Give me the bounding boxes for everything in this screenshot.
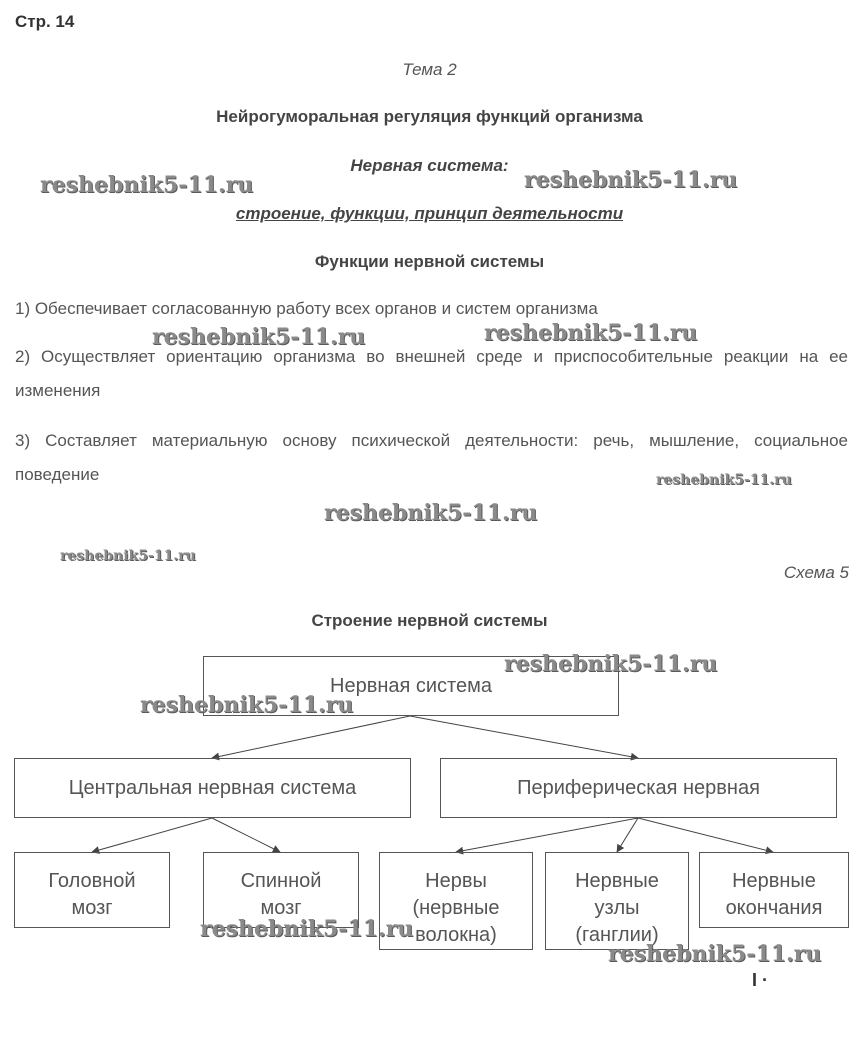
watermark: reshebnik5-11.ru — [656, 472, 792, 488]
box-nerves: Нервы (нервные волокна) — [379, 852, 533, 950]
watermark: reshebnik5-11.ru — [524, 167, 738, 193]
box-ganglia: Нервные узлы (ганглии) — [545, 852, 689, 950]
scheme-title: Строение нервной системы — [311, 611, 548, 630]
arrow-peripheral-to-endings — [638, 818, 773, 852]
function-item-2: 2) Осуществляет ориентацию организма во внешней среде и приспособительные реакции на ее изменения — [15, 347, 848, 400]
trailing-marks: I · — [752, 970, 768, 990]
function-item-1: 1) Обеспечивает согласованную работу всех органов и систем организма — [15, 299, 598, 318]
section-subtitle: строение, функции, принцип деятельности — [235, 204, 624, 223]
watermark: reshebnik5-11.ru — [40, 172, 254, 198]
box-central-nervous-system: Центральная нервная система — [14, 758, 411, 818]
watermark: reshebnik5-11.ru — [60, 548, 196, 564]
topic-label: Тема 2 — [402, 60, 457, 79]
arrow-central-to-brain — [92, 818, 212, 852]
page-title: Нейрогуморальная регуляция функций организма — [216, 107, 643, 126]
watermark: reshebnik5-11.ru — [608, 941, 822, 967]
box-nerve-endings: Нервные окончания — [699, 852, 849, 928]
functions-heading: Функции нервной системы — [314, 252, 545, 271]
arrow-peripheral-to-nerves — [456, 818, 638, 852]
box-peripheral-nervous-system: Периферическая нервная — [440, 758, 837, 818]
arrow-central-to-spinal — [212, 818, 280, 852]
arrow-root-to-peripheral — [410, 716, 638, 758]
watermark: reshebnik5-11.ru — [324, 500, 538, 526]
watermark: reshebnik5-11.ru — [152, 324, 366, 350]
watermark: reshebnik5-11.ru — [200, 916, 414, 942]
box-brain: Головной мозг — [14, 852, 170, 928]
section-title: Нервная система: — [350, 156, 509, 175]
watermark: reshebnik5-11.ru — [484, 320, 698, 346]
arrow-peripheral-to-ganglia — [617, 818, 638, 852]
watermark: reshebnik5-11.ru — [504, 651, 718, 677]
arrow-root-to-central — [212, 716, 410, 758]
function-item-3: 3) Составляет материальную основу психической деятельности: речь, мышление, социальное поведение — [15, 431, 848, 484]
box-nervous-system: Нервная система — [203, 656, 619, 716]
scheme-label: Схема 5 — [783, 563, 849, 582]
page-number: Стр. 14 — [15, 12, 75, 31]
watermark: reshebnik5-11.ru — [140, 692, 354, 718]
box-spinal-cord: Спинной мозг — [203, 852, 359, 928]
